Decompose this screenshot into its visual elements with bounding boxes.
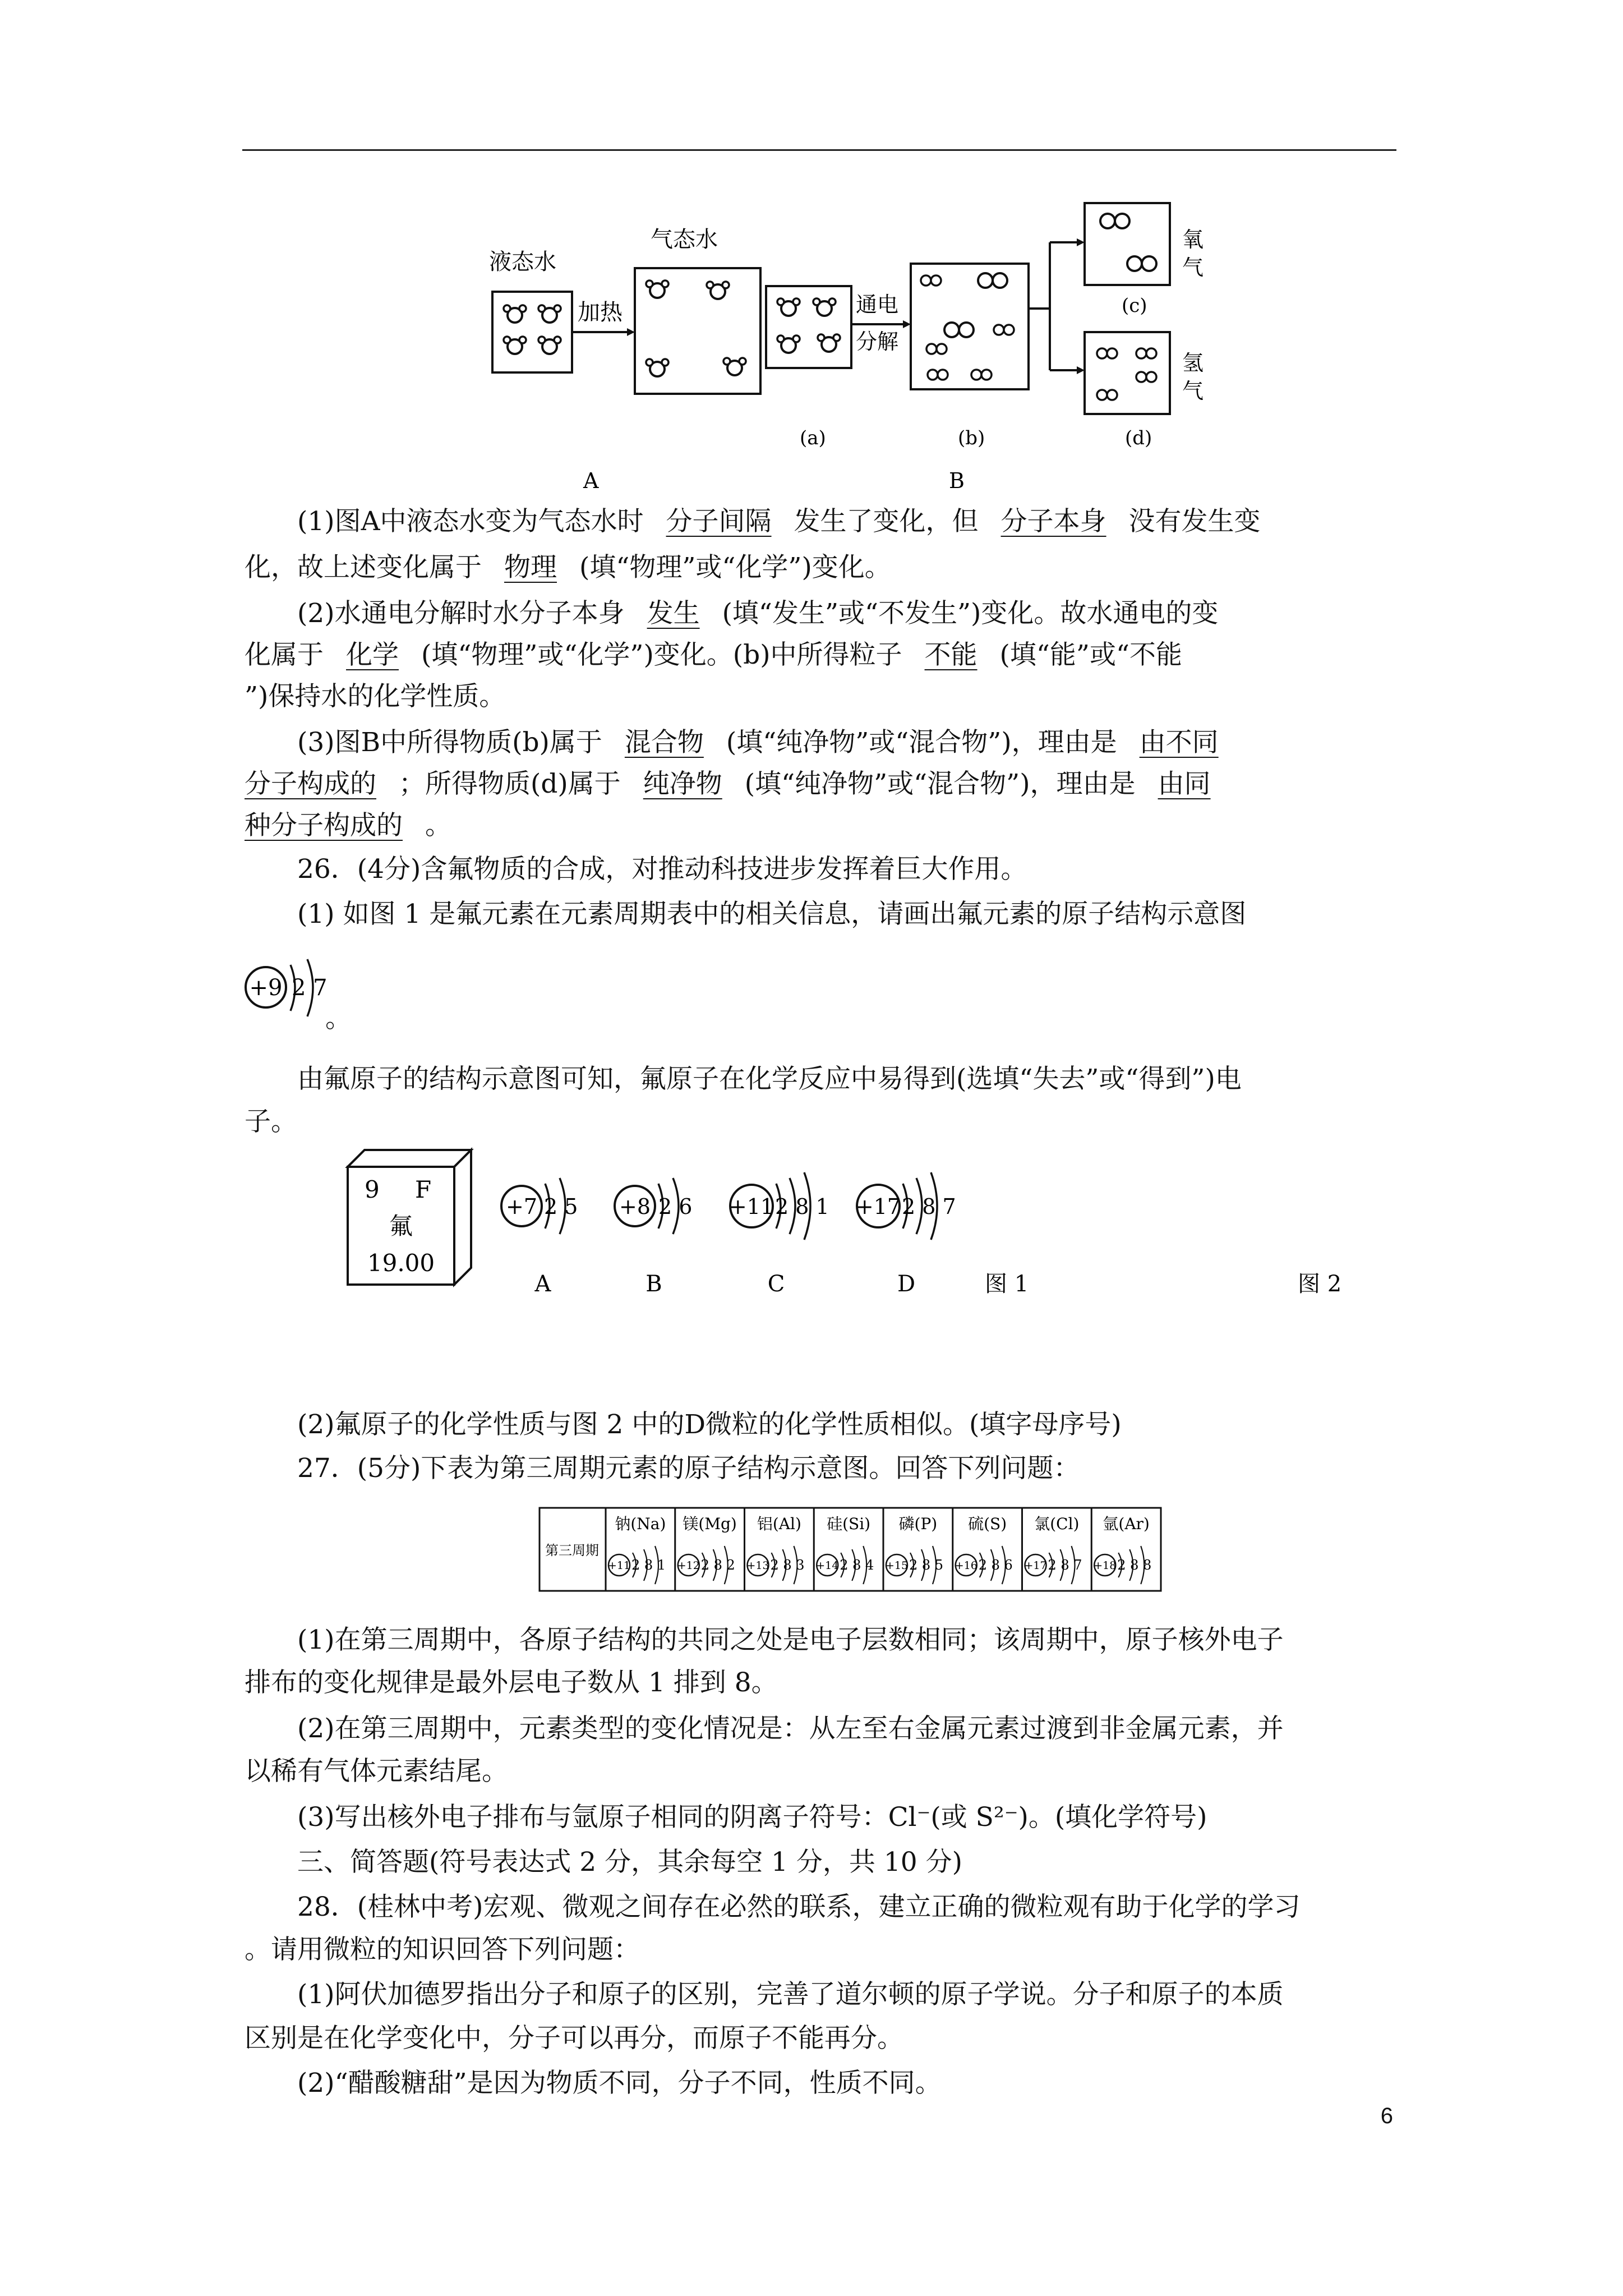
fig-b-caption: B xyxy=(949,468,965,493)
q27-p3: (3)写出核外电子排布与氩原子相同的阴离子符号：Cl⁻(或 S²⁻)。(填化学符号) xyxy=(297,1802,1207,1833)
period3-cell xyxy=(1022,1508,1082,1591)
period3-row-label: 第三周期 xyxy=(545,1543,599,1558)
element-name: 钠(Na) xyxy=(615,1515,666,1533)
oxygen-label-2: 气 xyxy=(1182,255,1204,280)
q28-p1-line1: (1)阿伏加德罗指出分子和原子的区别，完善了道尔顿的原子学说。分子和原子的本质 xyxy=(297,1979,1284,2010)
q27-p2-line2: 以稀有气体元素结尾。 xyxy=(245,1756,508,1787)
electrolysis-label-1: 通电 xyxy=(856,292,899,317)
q25-p3-line2: 分子构成的 ；所得物质(d)属于 纯净物 (填“纯净物”或“混合物”)，理由是 由同 xyxy=(245,763,1233,800)
cell-name: 氟 xyxy=(389,1212,413,1240)
answer-blank: 物理 xyxy=(504,552,557,583)
answer-blank: 化学 xyxy=(346,639,399,670)
svg-text:2 8 1: 2 8 1 xyxy=(775,1194,829,1219)
svg-text:+11: +11 xyxy=(728,1194,774,1219)
period3-cell xyxy=(675,1508,737,1591)
element-shells: 2 8 1 xyxy=(631,1557,666,1573)
element-nucleus: +15 xyxy=(885,1559,909,1572)
water-diagram xyxy=(482,202,1245,516)
element-shells: 2 8 4 xyxy=(840,1557,874,1573)
cell-symbol: F xyxy=(415,1176,432,1203)
svg-text:2 6: 2 6 xyxy=(658,1194,693,1219)
element-nucleus: +11 xyxy=(607,1559,631,1572)
liquid-water-box xyxy=(492,292,572,372)
liquid-water-label: 液态水 xyxy=(489,249,556,275)
q26-p1: (1) 如图 1 是氟元素在元素周期表中的相关信息，请画出氟元素的原子结构示意图 xyxy=(297,899,1247,930)
q28-head-line2: 。请用微粒的知识回答下列问题： xyxy=(245,1934,640,1965)
element-name: 硅(Si) xyxy=(827,1515,871,1533)
element-shells: 2 8 8 xyxy=(1117,1557,1152,1573)
oxygen-label-1: 氧 xyxy=(1182,227,1204,252)
heat-arrow-label: 加热 xyxy=(578,300,623,325)
q26-atom-end: 。 xyxy=(325,1003,352,1034)
q25-p2-line3: ”)保持水的化学性质。 xyxy=(245,681,506,712)
q26-p1b-line2: 子。 xyxy=(245,1106,297,1137)
svg-text:2 5: 2 5 xyxy=(544,1194,578,1219)
atom-c xyxy=(729,1172,829,1297)
element-shells: 2 8 6 xyxy=(978,1557,1013,1573)
element-shells: 2 8 7 xyxy=(1048,1557,1082,1573)
period3-table xyxy=(538,1507,1166,1594)
q25-p2-line1: (2)水通电分解时水分子本身 发生 (填“发生”或“不发生”)变化。故水通电的变 xyxy=(297,598,1219,629)
electrolysis-label-2: 分解 xyxy=(856,329,899,354)
answer-blank: 由不同 xyxy=(1139,727,1219,758)
q27-heading: 27．(5分)下表为第三周期元素的原子结构示意图。回答下列问题： xyxy=(297,1453,1080,1484)
period3-cell xyxy=(814,1508,874,1591)
element-figures xyxy=(336,1144,1391,1313)
svg-text:A: A xyxy=(534,1271,551,1297)
q27-p1-line1: (1)在第三周期中，各原子结构的共同之处是电子层数相同；该周期中，原子核外电子 xyxy=(297,1625,1284,1655)
q26-heading: 26．(4分)含氟物质的合成，对推动科技进步发挥着巨大作用。 xyxy=(297,854,1027,885)
svg-text:+7: +7 xyxy=(505,1194,538,1219)
q25-p1-line1: (1)图A中液态水变为气态水时 分子间隔 发生了变化，但 分子本身 没有发生变 xyxy=(297,506,1261,537)
cell-mass: 19.00 xyxy=(367,1249,435,1277)
header-rule xyxy=(242,149,1396,151)
q25-p2-line2: 化属于 化学 (填“物理”或“化学”)变化。(b)中所得粒子 不能 (填“能”或“不能 xyxy=(245,639,1182,670)
answer-blank: 混合物 xyxy=(624,727,704,758)
period3-cell xyxy=(608,1515,666,1584)
svg-text:D: D xyxy=(897,1271,916,1297)
element-nucleus: +13 xyxy=(746,1559,769,1572)
element-nucleus: +12 xyxy=(677,1559,700,1572)
answer-blank: 种分子构成的 xyxy=(245,810,403,841)
q27-p1-line2: 排布的变化规律是最外层电子数从 1 排到 8。 xyxy=(245,1667,778,1698)
answer-blank: 不能 xyxy=(924,639,978,670)
hydrogen-box-d xyxy=(1085,332,1170,414)
answer-blank: 分子间隔 xyxy=(666,506,772,537)
element-name: 氩(Ar) xyxy=(1103,1515,1150,1533)
q28-p2: (2)“醋酸糖甜”是因为物质不同，分子不同，性质不同。 xyxy=(297,2068,942,2099)
q25-p3-line3: 种分子构成的 。 xyxy=(245,810,451,841)
atom-d xyxy=(856,1172,956,1297)
svg-text:C: C xyxy=(767,1271,785,1297)
element-nucleus: +14 xyxy=(816,1559,839,1572)
svg-text:+17: +17 xyxy=(855,1194,901,1219)
q26-p2: (2)氟原子的化学性质与图 2 中的D微粒的化学性质相似。(填字母序号) xyxy=(297,1409,1122,1440)
fig1-caption: 图 1 xyxy=(985,1271,1029,1297)
subfig-d: (d) xyxy=(1125,427,1152,449)
element-name: 硫(S) xyxy=(968,1515,1007,1533)
period3-cell xyxy=(883,1508,943,1591)
svg-text:+9: +9 xyxy=(249,975,283,1001)
q28-p1-line2: 区别是在化学变化中，分子可以再分，而原子不能再分。 xyxy=(245,2023,903,2054)
fig-a-caption: A xyxy=(583,468,599,493)
svg-text:2 7: 2 7 xyxy=(292,975,328,1001)
q27-p2-line1: (2)在第三周期中，元素类型的变化情况是：从左至右金属元素过渡到非金属元素，并 xyxy=(297,1713,1284,1744)
hydrogen-label-2: 气 xyxy=(1182,379,1204,403)
period3-cell xyxy=(745,1508,805,1591)
element-name: 氯(Cl) xyxy=(1034,1515,1080,1533)
atom-b xyxy=(615,1178,692,1297)
answer-blank: 发生 xyxy=(647,598,700,629)
element-nucleus: +17 xyxy=(1024,1559,1047,1572)
gas-water-label: 气态水 xyxy=(651,227,718,252)
period3-cell xyxy=(953,1508,1013,1591)
element-name: 磷(P) xyxy=(898,1515,938,1533)
element-name: 铝(Al) xyxy=(757,1515,801,1533)
subfig-a: (a) xyxy=(800,427,826,449)
answer-blank: 分子本身 xyxy=(1000,506,1106,537)
answer-blank: 分子构成的 xyxy=(245,769,376,799)
period3-cell xyxy=(1091,1508,1151,1591)
atom-a xyxy=(501,1178,578,1297)
page-number: 6 xyxy=(1380,2104,1393,2128)
fig2-caption: 图 2 xyxy=(1298,1271,1342,1297)
q28-head-line1: 28．(桂林中考)宏观、微观之间存在必然的联系，建立正确的微粒观有助于化学的学习 xyxy=(297,1892,1301,1922)
element-name: 镁(Mg) xyxy=(683,1515,737,1533)
answer-blank: 纯净物 xyxy=(643,769,722,799)
element-nucleus: +16 xyxy=(955,1559,978,1572)
element-shells: 2 8 2 xyxy=(700,1557,735,1573)
element-shells: 2 8 3 xyxy=(770,1557,805,1573)
q26-p1b-line1: 由氟原子的结构示意图可知，氟原子在化学反应中易得到(选填“失去”或“得到”)电 xyxy=(297,1064,1242,1094)
subfig-c: (c) xyxy=(1122,295,1147,317)
q25-p1-line2: 化，故上述变化属于 物理 (填“物理”或“化学”)变化。 xyxy=(245,552,891,583)
q25-p3-line1: (3)图B中所得物质(b)属于 混合物 (填“纯净物”或“混合物”)，理由是 由不同 xyxy=(297,721,1241,759)
svg-text:B: B xyxy=(645,1271,662,1297)
answer-blank: 由同 xyxy=(1158,769,1211,799)
cell-number: 9 xyxy=(365,1176,380,1203)
svg-text:2 8 7: 2 8 7 xyxy=(902,1194,956,1219)
section3-heading: 三、简答题(符号表达式 2 分，其余每空 1 分，共 10 分) xyxy=(297,1847,962,1878)
element-shells: 2 8 5 xyxy=(909,1557,944,1573)
svg-text:+8: +8 xyxy=(619,1194,651,1219)
hydrogen-label-1: 氢 xyxy=(1182,351,1204,375)
subfig-b: (b) xyxy=(958,427,985,449)
element-nucleus: +18 xyxy=(1094,1559,1117,1572)
